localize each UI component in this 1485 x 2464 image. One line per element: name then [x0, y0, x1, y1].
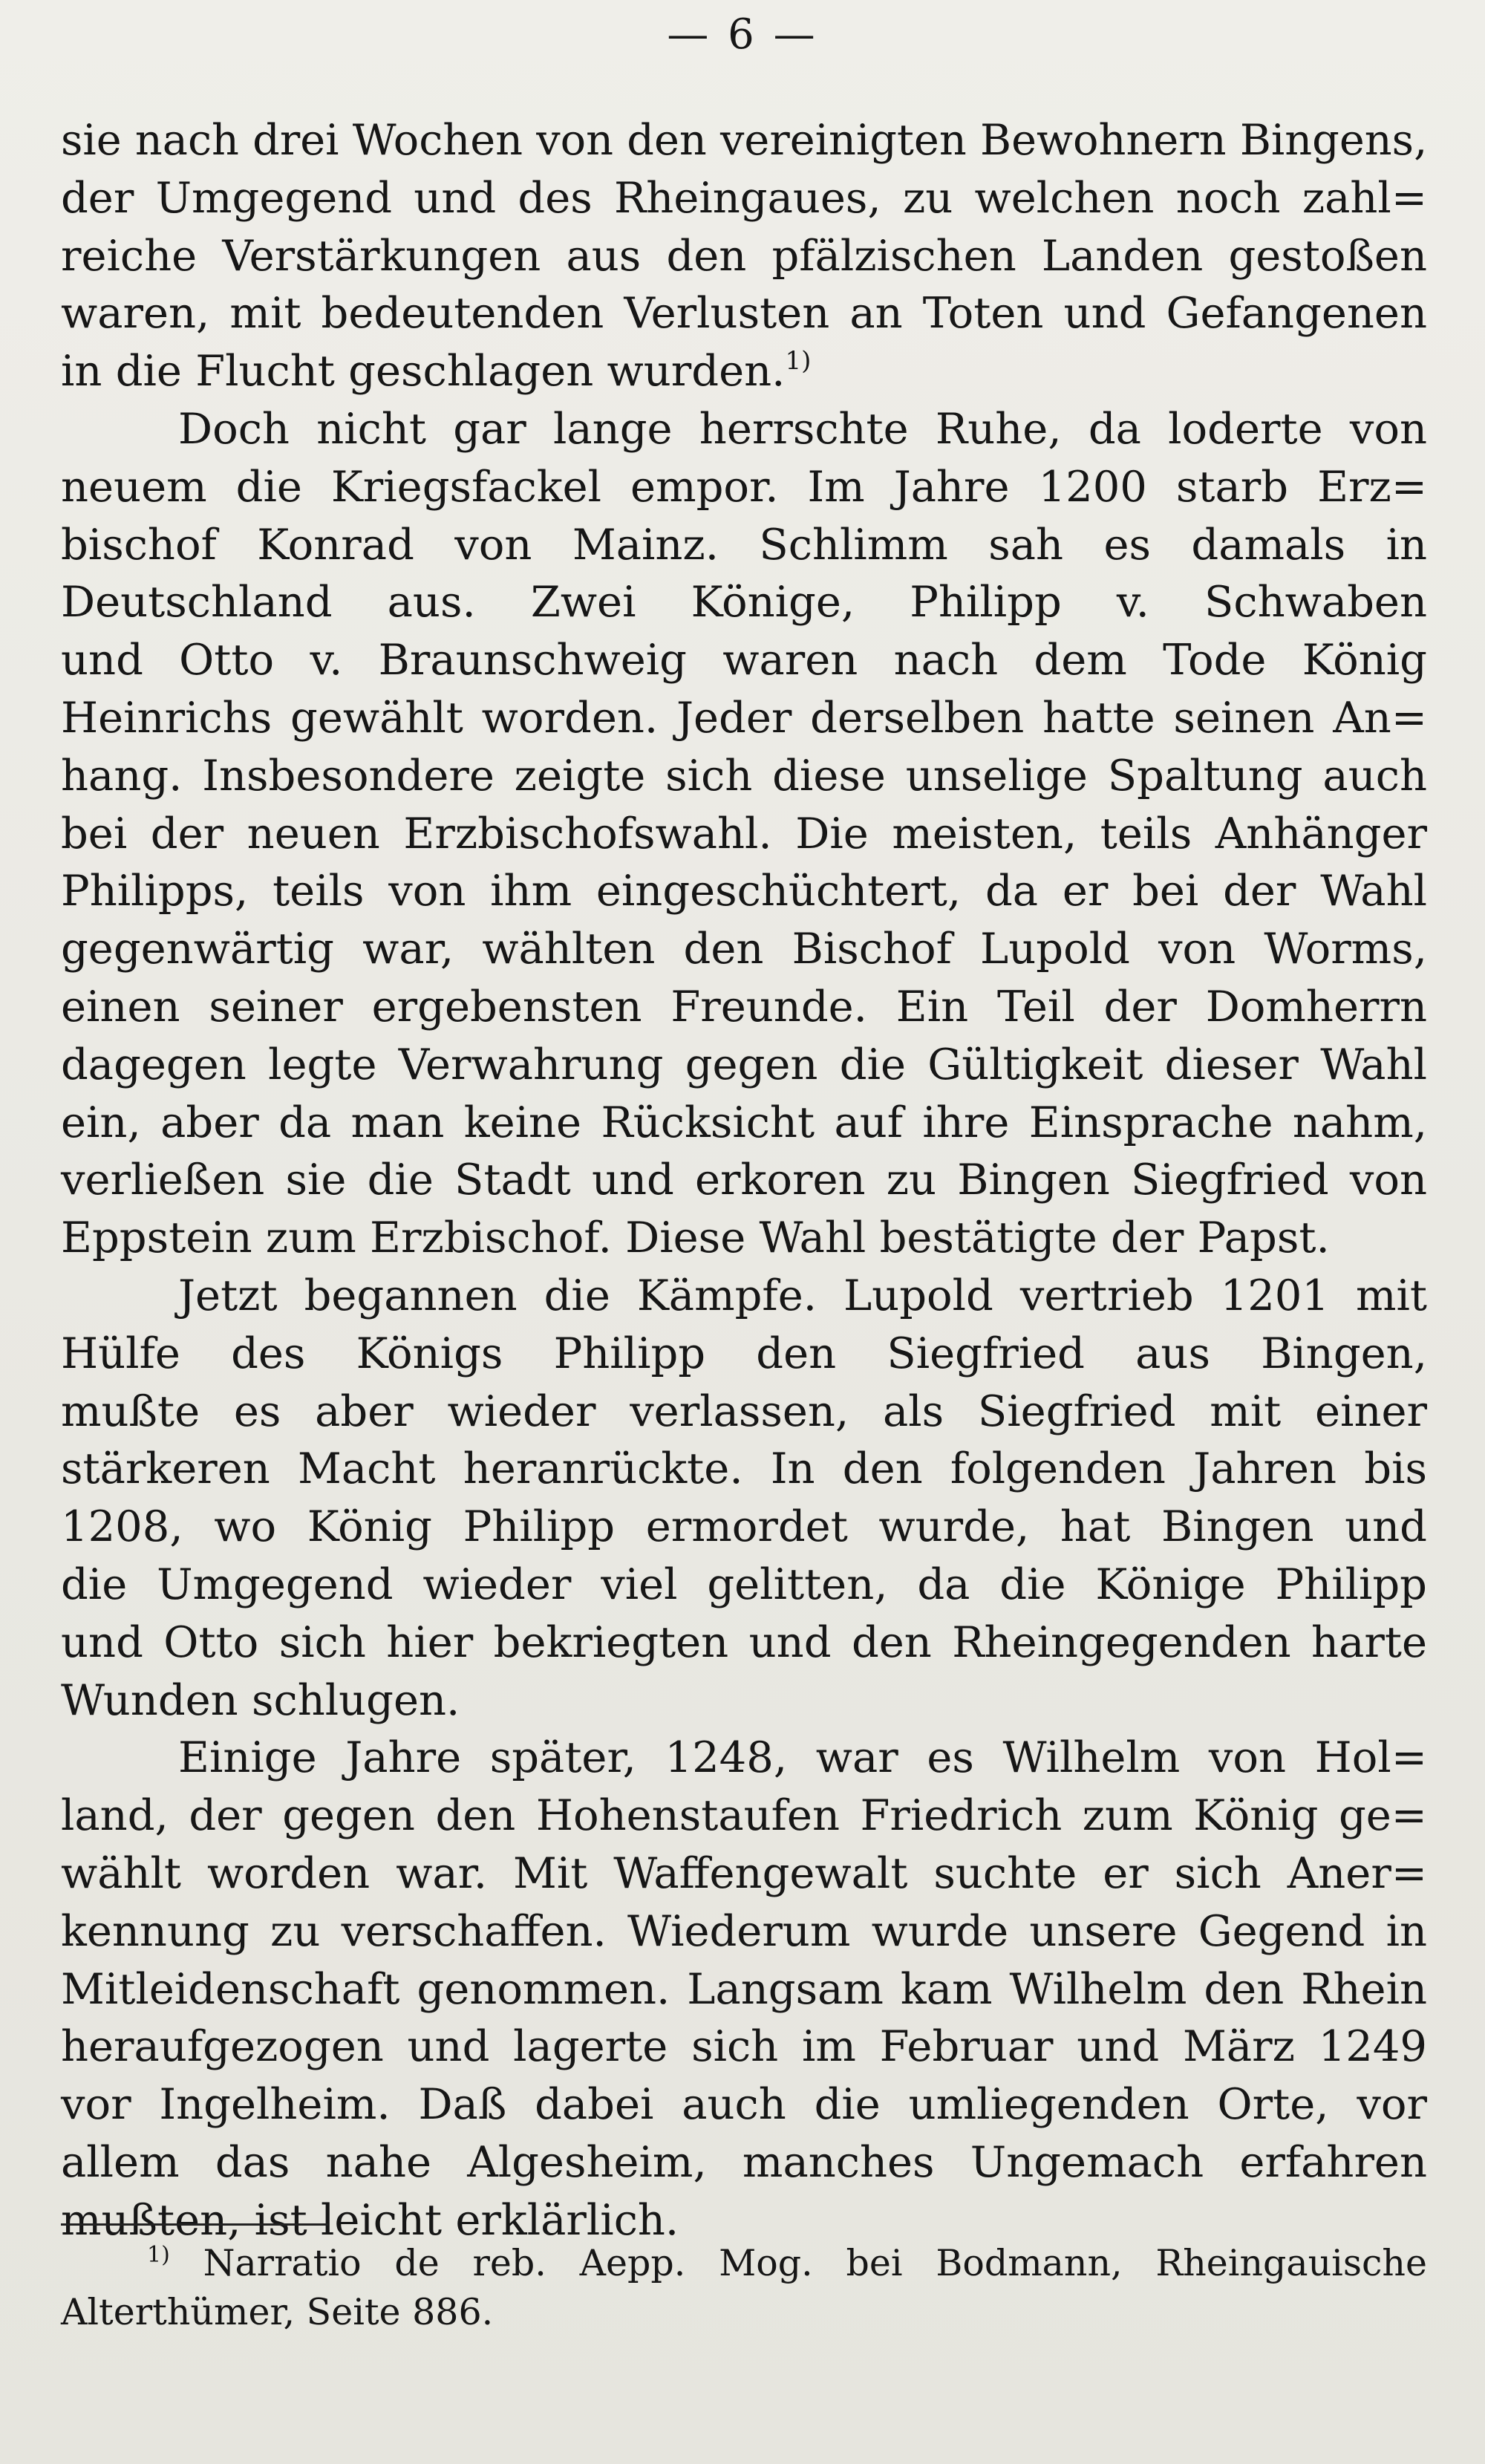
footnote-line: $^{1)}$ Narratio de reb. Aepp. Mog. bei Bodmann, Rheingauische	[147, 2242, 1427, 2284]
text-line: und Otto v. Braunschweig waren nach dem Tode König	[61, 635, 1427, 685]
text-line: verließen sie die Stadt und erkoren zu Bingen Siegfried von	[61, 1155, 1427, 1205]
text-line: Mitleidenschaft genommen. Langsam kam Wilhelm den Rhein	[61, 1963, 1427, 2014]
text-line: Wunden schlugen.	[61, 1675, 460, 1725]
text-line: Philipps, teils von ihm eingeschüchtert, da er bei der Wahl	[61, 866, 1427, 916]
text-line: mußte es aber wieder verlassen, als Siegfried mit einer	[61, 1386, 1427, 1436]
text-line: sie nach drei Wochen von den vereinigten Bewohnern Bingens,	[61, 115, 1428, 165]
text-line: in die Flucht geschlagen wurden.$^{1)}$	[61, 346, 812, 397]
text-line: vor Ingelheim. Daß dabei auch die umliegenden Orte, vor	[61, 2079, 1427, 2130]
text-line: Einige Jahre später, 1248, war es Wilhelm von Hol=	[178, 1733, 1427, 1783]
footnote-divider	[61, 2223, 328, 2226]
footnote-reference: 1)	[785, 346, 812, 377]
text-line: die Umgegend wieder viel gelitten, da die Könige Philipp	[61, 1559, 1427, 1609]
page-number: — 6 —	[667, 10, 818, 59]
text-line: Deutschland aus. Zwei Könige, Philipp v. Schwaben	[61, 577, 1427, 628]
text-line: der Umgegend und des Rheingaues, zu welchen noch zahl=	[61, 172, 1427, 223]
text-line: ein, aber da man keine Rücksicht auf ihre Einsprache nahm,	[61, 1097, 1427, 1147]
text-line: Jetzt begannen die Kämpfe. Lupold vertrieb 1201 mit	[178, 1270, 1427, 1320]
text-line: wählt worden war. Mit Waffengewalt suchte er sich Aner=	[61, 1848, 1427, 1898]
text-line: allem das nahe Algesheim, manches Ungemach erfahren	[61, 2137, 1427, 2187]
text-line: bei der neuen Erzbischofswahl. Die meisten, teils Anhänger	[61, 808, 1427, 858]
text-line: Doch nicht gar lange herrschte Ruhe, da loderte von	[178, 403, 1427, 454]
text-line: Eppstein zum Erzbischof. Diese Wahl bestätigte der Papst.	[61, 1213, 1330, 1263]
text-line: heraufgezogen und lagerte sich im Februar und März 1249	[61, 2021, 1427, 2072]
text-line: neuem die Kriegsfackel empor. Im Jahre 1200 starb Erz=	[61, 461, 1427, 512]
footnote	[61, 2239, 1427, 2337]
text-line: und Otto sich hier bekriegten und den Rheingegenden harte	[61, 1617, 1427, 1667]
text-line: gegenwärtig war, wählten den Bischof Lupold von Worms,	[61, 924, 1427, 974]
body-text	[61, 111, 1427, 2249]
footnote-marker: 1)	[147, 2242, 170, 2268]
text-line: Hülfe des Königs Philipp den Siegfried aus Bingen,	[61, 1328, 1427, 1378]
text-line: land, der gegen den Hohenstaufen Friedrich zum König ge=	[61, 1790, 1427, 1841]
text-line: 1208, wo König Philipp ermordet wurde, hat Bingen und	[61, 1502, 1427, 1552]
text-line: mußten, ist leicht erklärlich.	[61, 2194, 679, 2245]
text-line: bischof Konrad von Mainz. Schlimm sah es damals in	[61, 519, 1427, 570]
footnote-line: Alterthümer, Seite 886.	[61, 2291, 494, 2333]
text-line: hang. Insbesondere zeigte sich diese unselige Spaltung auch	[61, 750, 1427, 801]
text-line: waren, mit bedeutenden Verlusten an Toten und Gefangenen	[61, 288, 1427, 339]
text-line: reiche Verstärkungen aus den pfälzischen Landen gestoßen	[61, 230, 1427, 281]
text-line: einen seiner ergebensten Freunde. Ein Teil der Domherrn	[61, 981, 1427, 1031]
text-line: Heinrichs gewählt worden. Jeder derselben hatte seinen An=	[61, 692, 1427, 743]
text-line: kennung zu verschaffen. Wiederum wurde unsere Gegend in	[61, 1906, 1427, 1956]
text-line: stärkeren Macht heranrückte. In den folgenden Jahren bis	[61, 1444, 1427, 1494]
text-line: dagegen legte Verwahrung gegen die Gültigkeit dieser Wahl	[61, 1039, 1427, 1089]
